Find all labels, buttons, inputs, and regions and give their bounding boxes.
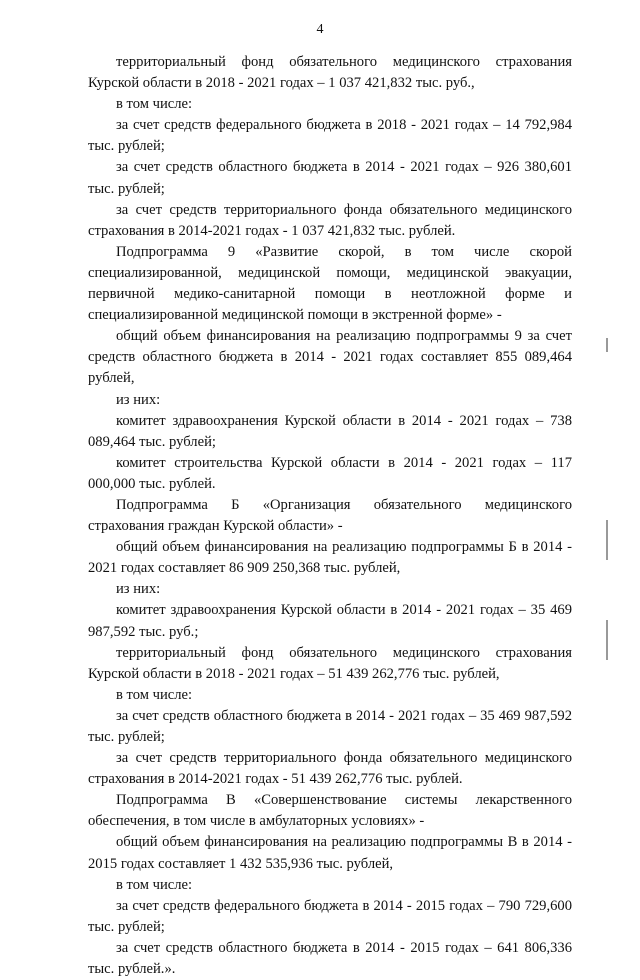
paragraph: комитет здравоохранения Курской области в 2014 - 2021 годах – 35 469 987,592 тыс. руб.;: [88, 602, 572, 640]
paragraph: общий объем финансирования на реализацию подпрограммы 9 за счет средств областного бюджета в 2014 - 2021 годах составляет 855 089,464 рублей,: [88, 328, 572, 387]
paragraph: из них:: [116, 581, 161, 598]
margin-mark: [606, 620, 608, 660]
paragraph: из них:: [116, 391, 161, 408]
paragraph: Подпрограмма В «Совершенствование системы лекарственного обеспечения, в том числе в амбулаторных условиях» -: [88, 792, 572, 830]
document-body: [88, 52, 572, 980]
paragraph: за счет средств территориального фонда обязательного медицинского страхования в 2014-2021 годах - 51 439 262,776 тыс. рублей.: [88, 750, 572, 788]
paragraph: в том числе:: [116, 686, 193, 703]
paragraph: комитет здравоохранения Курской области в 2014 - 2021 годах – 738 089,464 тыс. рублей;: [88, 412, 572, 450]
paragraph: в том числе:: [116, 96, 193, 113]
paragraph: за счет средств федерального бюджета в 2014 - 2015 годах – 790 729,600 тыс. рублей;: [88, 897, 572, 935]
margin-mark: [606, 520, 608, 560]
page-number: 4: [316, 22, 324, 37]
paragraph: за счет средств областного бюджета в 2014 - 2021 годах – 35 469 987,592 тыс. рублей;: [88, 707, 572, 745]
paragraph: за счет средств территориального фонда обязательного медицинского страхования в 2014-2021 годах - 1 037 421,832 тыс. рублей.: [88, 201, 572, 239]
paragraph: за счет средств федерального бюджета в 2018 - 2021 годах – 14 792,984 тыс. рублей;: [88, 117, 572, 155]
paragraph: Подпрограмма Б «Организация обязательного медицинского страхования граждан Курской области» -: [88, 496, 572, 535]
paragraph: территориальный фонд обязательного медицинского страхования Курской области в 2018 - 2021 годах – 1 037 421,832 тыс. руб.,: [88, 54, 572, 92]
paragraph: общий объем финансирования на реализацию подпрограммы Б в 2014 - 2021 годах составляет 86 909 250,368 тыс. рублей,: [88, 539, 572, 577]
paragraph: за счет средств областного бюджета в 2014 - 2021 годах – 926 380,601 тыс. рублей;: [88, 159, 572, 197]
paragraph: Подпрограмма 9 «Развитие скорой, в том числе скорой специализированной, медицинской помощи, медицинской эвакуации, первичной медико-санитарной помощи в неотложной форме и специализированной медицинской помощи в экстренной форме» -: [88, 243, 572, 324]
paragraph: общий объем финансирования на реализацию подпрограммы В в 2014 - 2015 годах составляет 1 432 535,936 тыс. рублей,: [88, 834, 572, 872]
paragraph: комитет строительства Курской области в 2014 - 2021 годах – 117 000,000 тыс. рублей.: [88, 454, 572, 492]
paragraph: территориальный фонд обязательного медицинского страхования Курской области в 2018 - 2021 годах – 51 439 262,776 тыс. рублей,: [88, 644, 572, 682]
margin-mark: [606, 338, 608, 352]
paragraph: в том числе:: [116, 876, 193, 893]
paragraph: за счет средств областного бюджета в 2014 - 2015 годах – 641 806,336 тыс. рублей.».: [88, 939, 572, 978]
